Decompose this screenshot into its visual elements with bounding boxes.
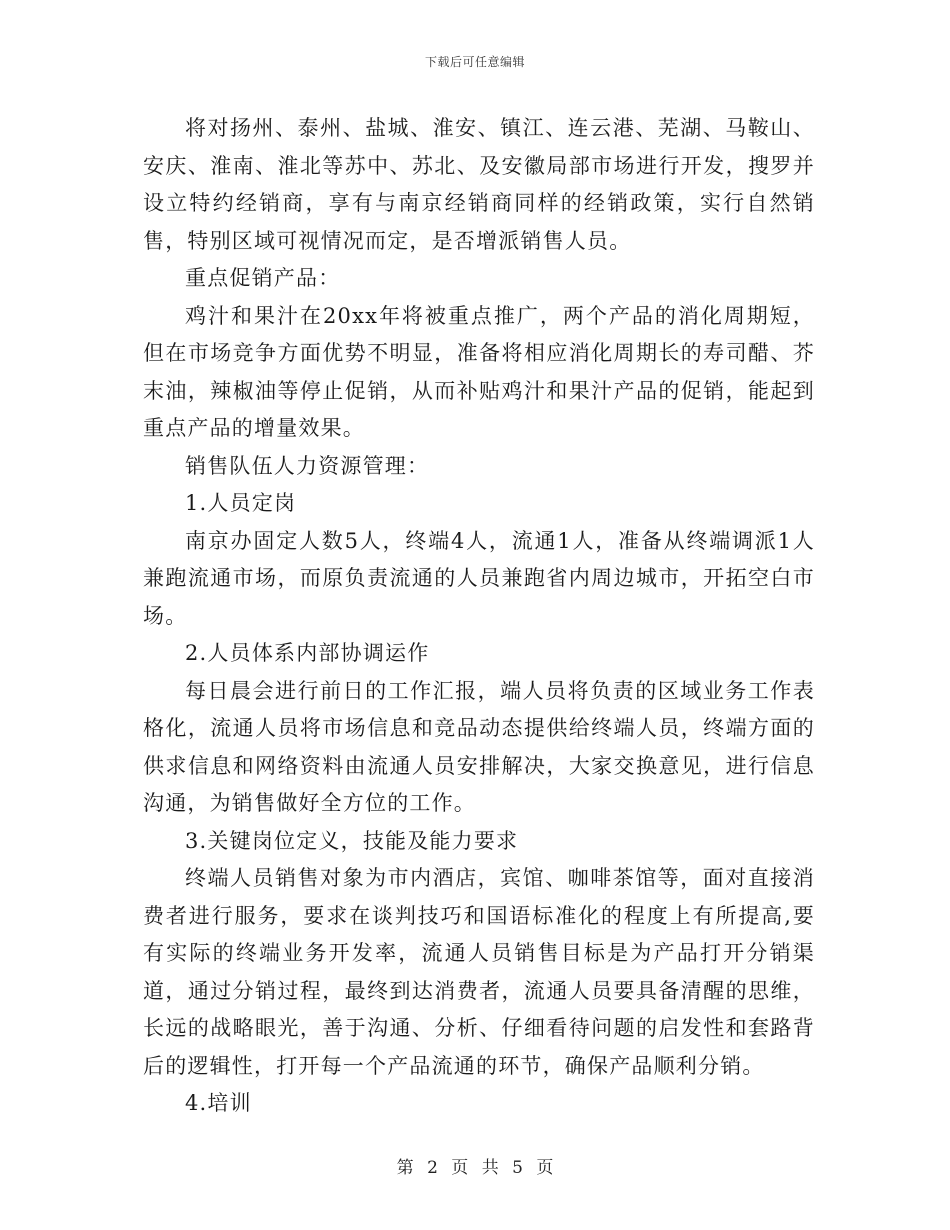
- heading-hr-management: 销售队伍人力资源管理：: [185, 453, 430, 478]
- heading-staffing: 1.人员定岗: [185, 491, 297, 515]
- page-header: 下载后可任意编辑: [424, 55, 525, 69]
- paragraph-market-expansion: 将对扬州、泰州、盐城、淮安、镇江、连云港、芜湖、马鞍山、安庆、淮南、淮北等苏中、苏北、及安徽局部市场进行开发，搜罗并设立特约经销商，享有与南京经销商同样的经销政策，实行自然销售，特别区域可视情况而定，是否增派销售人员。: [143, 116, 815, 253]
- page-footer: 第 2 页 共 5 页: [396, 1158, 554, 1178]
- paragraph-key-promotion: 鸡汁和果汁在20xx年将被重点推广，两个产品的消化周期短，但在市场竞争方面优势不明显，准备将相应消化周期长的寿司醋、芥末油，辣椒油等停止促销，从而补贴鸡汁和果汁产品的促销，能起到重点产品的增量效果。: [143, 303, 815, 440]
- heading-training: 4.培训: [185, 1091, 252, 1115]
- heading-key-positions: 3.关键岗位定义，技能及能力要求: [185, 828, 519, 853]
- paragraph-coordination: 每日晨会进行前日的工作汇报，端人员将负责的区域业务工作表格化，流通人员将市场信息和竞品动态提供给终端人员，终端方面的供求信息和网络资料由流通人员安排解决，大家交换意见，进行信息沟通，为销售做好全方位的工作。: [143, 678, 815, 815]
- document-body: [143, 110, 815, 1123]
- paragraph-key-positions: 终端人员销售对象为市内酒店，宾馆、咖啡茶馆等，面对直接消费者进行服务，要求在谈判技巧和国语标准化的程度上有所提高,要有实际的终端业务开发率，流通人员销售目标是为产品打开分销渠道，通过分销过程，最终到达消费者，流通人员要具备清醒的思维，长远的战略眼光，善于沟通、分析、仔细看待问题的启发性和套路背后的逻辑性，打开每一个产品流通的环节，确保产品顺利分销。: [143, 866, 815, 1078]
- heading-coordination: 2.人员体系内部协调运作: [185, 641, 430, 665]
- heading-key-promotion: 重点促销产品：: [185, 266, 341, 290]
- paragraph-staffing: 南京办固定人数5人，终端4人，流通1人，准备从终端调派1人兼跑流通市场，而原负责流通的人员兼跑省内周边城市，开拓空白市场。: [143, 528, 815, 628]
